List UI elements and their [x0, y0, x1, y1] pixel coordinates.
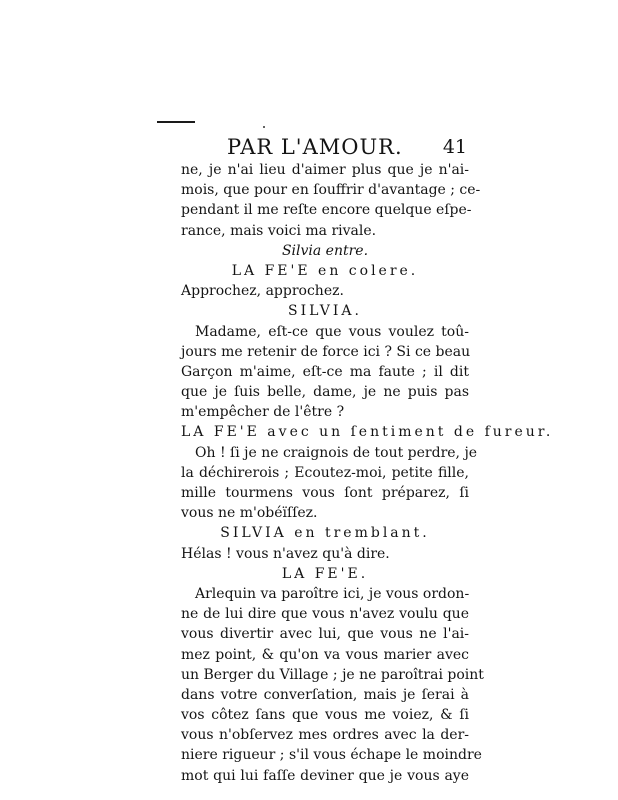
- speaker-heading: LA FE'E.: [281, 565, 369, 582]
- speaker-heading: LA FE'E avec un ſentiment de fureur.: [181, 424, 554, 441]
- stage-direction: Silvia entre.: [281, 242, 369, 259]
- ink-dot: [263, 126, 265, 128]
- speaker-heading: SILVIA en tremblant.: [220, 525, 430, 542]
- text-line: vos côtez ſans que vous me voiez, & ſi: [181, 707, 469, 724]
- text-line: Madame, eſt-ce que vous voulez toû-: [195, 323, 469, 340]
- body-text: [181, 160, 554, 786]
- text-line: Hélas ! vous n'avez qu'à dire.: [181, 545, 390, 562]
- running-title: PAR L'AMOUR.: [227, 135, 403, 159]
- text-line: m'empêcher de l'être ?: [181, 404, 345, 421]
- speaker-heading: LA FE'E en colere.: [231, 262, 419, 279]
- text-line: mez point, & qu'on va vous marier avec: [181, 646, 469, 663]
- text-line: mille tourmens vous ſont préparez, ſi: [181, 485, 469, 501]
- text-line: vous n'obſervez mes ordres avec la der-: [181, 727, 469, 744]
- text-line: jours me retenir de force ici ? Si ce beau: [181, 343, 471, 360]
- text-line: que je ſuis belle, dame, je ne puis pas: [181, 384, 469, 401]
- text-line: vous divertir avec lui, que vous ne l'ai-: [181, 626, 469, 643]
- text-line: rance, mais voici ma rivale.: [181, 222, 377, 239]
- ornament-rule: [157, 121, 195, 123]
- text-line: mois, que pour en ſouffrir d'avantage ; ce-: [181, 182, 481, 199]
- text-line: ne de lui dire que vous n'avez voulu que: [181, 606, 469, 623]
- speaker-heading: SILVIA.: [288, 303, 362, 320]
- text-line: un Berger du Village ; je ne paroîtrai point: [181, 666, 484, 683]
- text-line: Approchez, approchez.: [181, 283, 344, 300]
- page-number: 41: [442, 136, 467, 158]
- page-header: [227, 134, 467, 160]
- text-line: Garçon m'aime, eſt-ce ma faute ; il dit: [181, 363, 469, 380]
- text-line: Oh ! ſi je ne craignois de tout perdre, je: [195, 444, 478, 461]
- text-line: la déchirerois ; Ecoutez-moi, petite fille,: [181, 464, 469, 481]
- text-line: dans votre converſation, mais je ſerai à: [181, 686, 469, 703]
- text-line: vous ne m'obéïſſez.: [181, 505, 318, 522]
- text-line: niere rigueur ; s'il vous échape le moindre: [181, 747, 482, 764]
- text-line: mot qui lui faſſe deviner que je vous aye: [181, 767, 469, 784]
- text-line: Arlequin va paroître ici, je vous ordon-: [195, 585, 470, 602]
- text-line: pendant il me reſte encore quelque eſpe-: [181, 202, 472, 219]
- text-line: ne, je n'ai lieu d'aimer plus que je n'ai-: [181, 162, 469, 178]
